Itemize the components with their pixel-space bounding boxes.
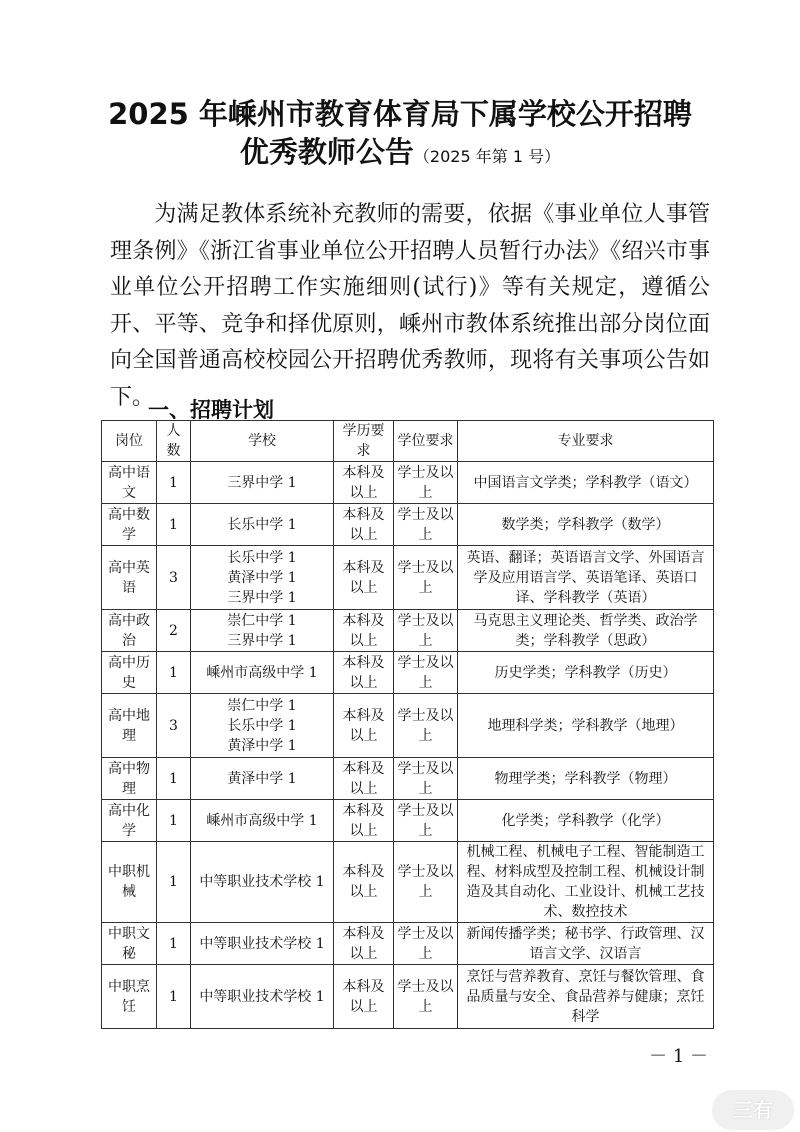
cell-degree: 学士及以上 — [394, 965, 458, 1029]
cell-major: 数学类；学科教学（数学） — [458, 504, 714, 546]
cell-school: 崇仁中学 1 长乐中学 1 黄泽中学 1 — [191, 694, 334, 758]
cell-education: 本科及以上 — [334, 652, 394, 694]
cell-post: 高中语文 — [102, 462, 157, 504]
intro-paragraph — [110, 197, 710, 416]
cell-count: 3 — [157, 546, 191, 610]
header-count: 人数 — [157, 421, 191, 462]
cell-school: 崇仁中学 1 三界中学 1 — [191, 610, 334, 652]
cell-count: 1 — [157, 758, 191, 800]
header-degree: 学位要求 — [394, 421, 458, 462]
cell-major: 历史学类；学科教学（历史） — [458, 652, 714, 694]
cell-post: 中职文秘 — [102, 923, 157, 965]
table-row — [102, 842, 714, 923]
cell-count: 1 — [157, 842, 191, 923]
cell-count: 1 — [157, 800, 191, 842]
table-row — [102, 694, 714, 758]
announcement-number: （2025 年第 1 号） — [413, 147, 561, 166]
cell-education: 本科及以上 — [334, 462, 394, 504]
cell-degree: 学士及以上 — [394, 800, 458, 842]
cell-education: 本科及以上 — [334, 923, 394, 965]
table-row — [102, 610, 714, 652]
table-row — [102, 923, 714, 965]
cell-education: 本科及以上 — [334, 758, 394, 800]
table-row — [102, 504, 714, 546]
table-row — [102, 652, 714, 694]
cell-education: 本科及以上 — [334, 504, 394, 546]
cell-count: 1 — [157, 923, 191, 965]
cell-major: 物理学类；学科教学（物理） — [458, 758, 714, 800]
cell-education: 本科及以上 — [334, 800, 394, 842]
cell-count: 1 — [157, 504, 191, 546]
cell-education: 本科及以上 — [334, 694, 394, 758]
header-education: 学历要求 — [334, 421, 394, 462]
table-body — [102, 462, 714, 1029]
cell-post: 中职烹饪 — [102, 965, 157, 1029]
cell-count: 1 — [157, 462, 191, 504]
cell-school: 长乐中学 1 黄泽中学 1 三界中学 1 — [191, 546, 334, 610]
cell-post: 高中数学 — [102, 504, 157, 546]
header-post: 岗位 — [102, 421, 157, 462]
cell-major: 地理科学类；学科教学（地理） — [458, 694, 714, 758]
table-row — [102, 758, 714, 800]
cell-major: 英语、翻译；英语语言文学、外国语言学及应用语言学、英语笔译、英语口译、学科教学（英语） — [458, 546, 714, 610]
cell-major: 新闻传播学类；秘书学、行政管理、汉语言文学、汉语言 — [458, 923, 714, 965]
cell-major: 化学类；学科教学（化学） — [458, 800, 714, 842]
cell-school: 中等职业技术学校 1 — [191, 842, 334, 923]
cell-post: 高中政治 — [102, 610, 157, 652]
table-row — [102, 546, 714, 610]
cell-major: 烹饪与营养教育、烹饪与餐饮管理、食品质量与安全、食品营养与健康；烹饪科学 — [458, 965, 714, 1029]
cell-count: 2 — [157, 610, 191, 652]
cell-degree: 学士及以上 — [394, 652, 458, 694]
cell-school: 三界中学 1 — [191, 462, 334, 504]
table-row — [102, 462, 714, 504]
table-row — [102, 965, 714, 1029]
cell-post: 高中历史 — [102, 652, 157, 694]
cell-major: 机械工程、机械电子工程、智能制造工程、材料成型及控制工程、机械设计制造及其自动化、工业设计、机械工艺技术、数控技术 — [458, 842, 714, 923]
cell-education: 本科及以上 — [334, 965, 394, 1029]
cell-school: 中等职业技术学校 1 — [191, 965, 334, 1029]
cell-degree: 学士及以上 — [394, 842, 458, 923]
page-number: － 1 － — [649, 1046, 708, 1067]
header-major: 专业要求 — [458, 421, 714, 462]
cell-degree: 学士及以上 — [394, 504, 458, 546]
cell-degree: 学士及以上 — [394, 923, 458, 965]
cell-degree: 学士及以上 — [394, 694, 458, 758]
cell-degree: 学士及以上 — [394, 546, 458, 610]
header-school: 学校 — [191, 421, 334, 462]
cell-count: 1 — [157, 965, 191, 1029]
cell-post: 高中物理 — [102, 758, 157, 800]
cell-post: 高中化学 — [102, 800, 157, 842]
cell-post: 中职机械 — [102, 842, 157, 923]
cell-education: 本科及以上 — [334, 610, 394, 652]
watermark-logo: 三有 — [712, 1090, 794, 1130]
cell-post: 高中地理 — [102, 694, 157, 758]
recruitment-table — [101, 420, 714, 1029]
table-row — [102, 800, 714, 842]
cell-degree: 学士及以上 — [394, 758, 458, 800]
title-line-2-main: 优秀教师公告 — [239, 135, 414, 169]
cell-count: 1 — [157, 652, 191, 694]
cell-school: 中等职业技术学校 1 — [191, 923, 334, 965]
cell-major: 马克思主义理论类、哲学类、政治学类；学科教学（思政） — [458, 610, 714, 652]
cell-major: 中国语言文学类；学科教学（语文） — [458, 462, 714, 504]
cell-school: 长乐中学 1 — [191, 504, 334, 546]
cell-school: 黄泽中学 1 — [191, 758, 334, 800]
cell-education: 本科及以上 — [334, 842, 394, 923]
cell-school: 嵊州市高级中学 1 — [191, 652, 334, 694]
cell-degree: 学士及以上 — [394, 462, 458, 504]
section-heading: 一、招聘计划 — [148, 398, 274, 422]
title-line-1: 2025 年嵊州市教育体育局下属学校公开招聘 — [108, 97, 692, 131]
cell-education: 本科及以上 — [334, 546, 394, 610]
cell-school: 嵊州市高级中学 1 — [191, 800, 334, 842]
title-line-2 — [0, 130, 800, 171]
intro-paragraph-text: 为满足教体系统补充教师的需要，依据《事业单位人事管理条例》《浙江省事业单位公开招聘人员暂行办法》《绍兴市事业单位公开招聘工作实施细则(试行)》等有关规定，遵循公开、平等、竞争和择优原则，嵊州市教体系统推出部分岗位面向全国普通高校校园公开招聘优秀教师，现将有关事项公告如下。 — [110, 202, 710, 410]
cell-degree: 学士及以上 — [394, 610, 458, 652]
cell-count: 3 — [157, 694, 191, 758]
cell-post: 高中英语 — [102, 546, 157, 610]
